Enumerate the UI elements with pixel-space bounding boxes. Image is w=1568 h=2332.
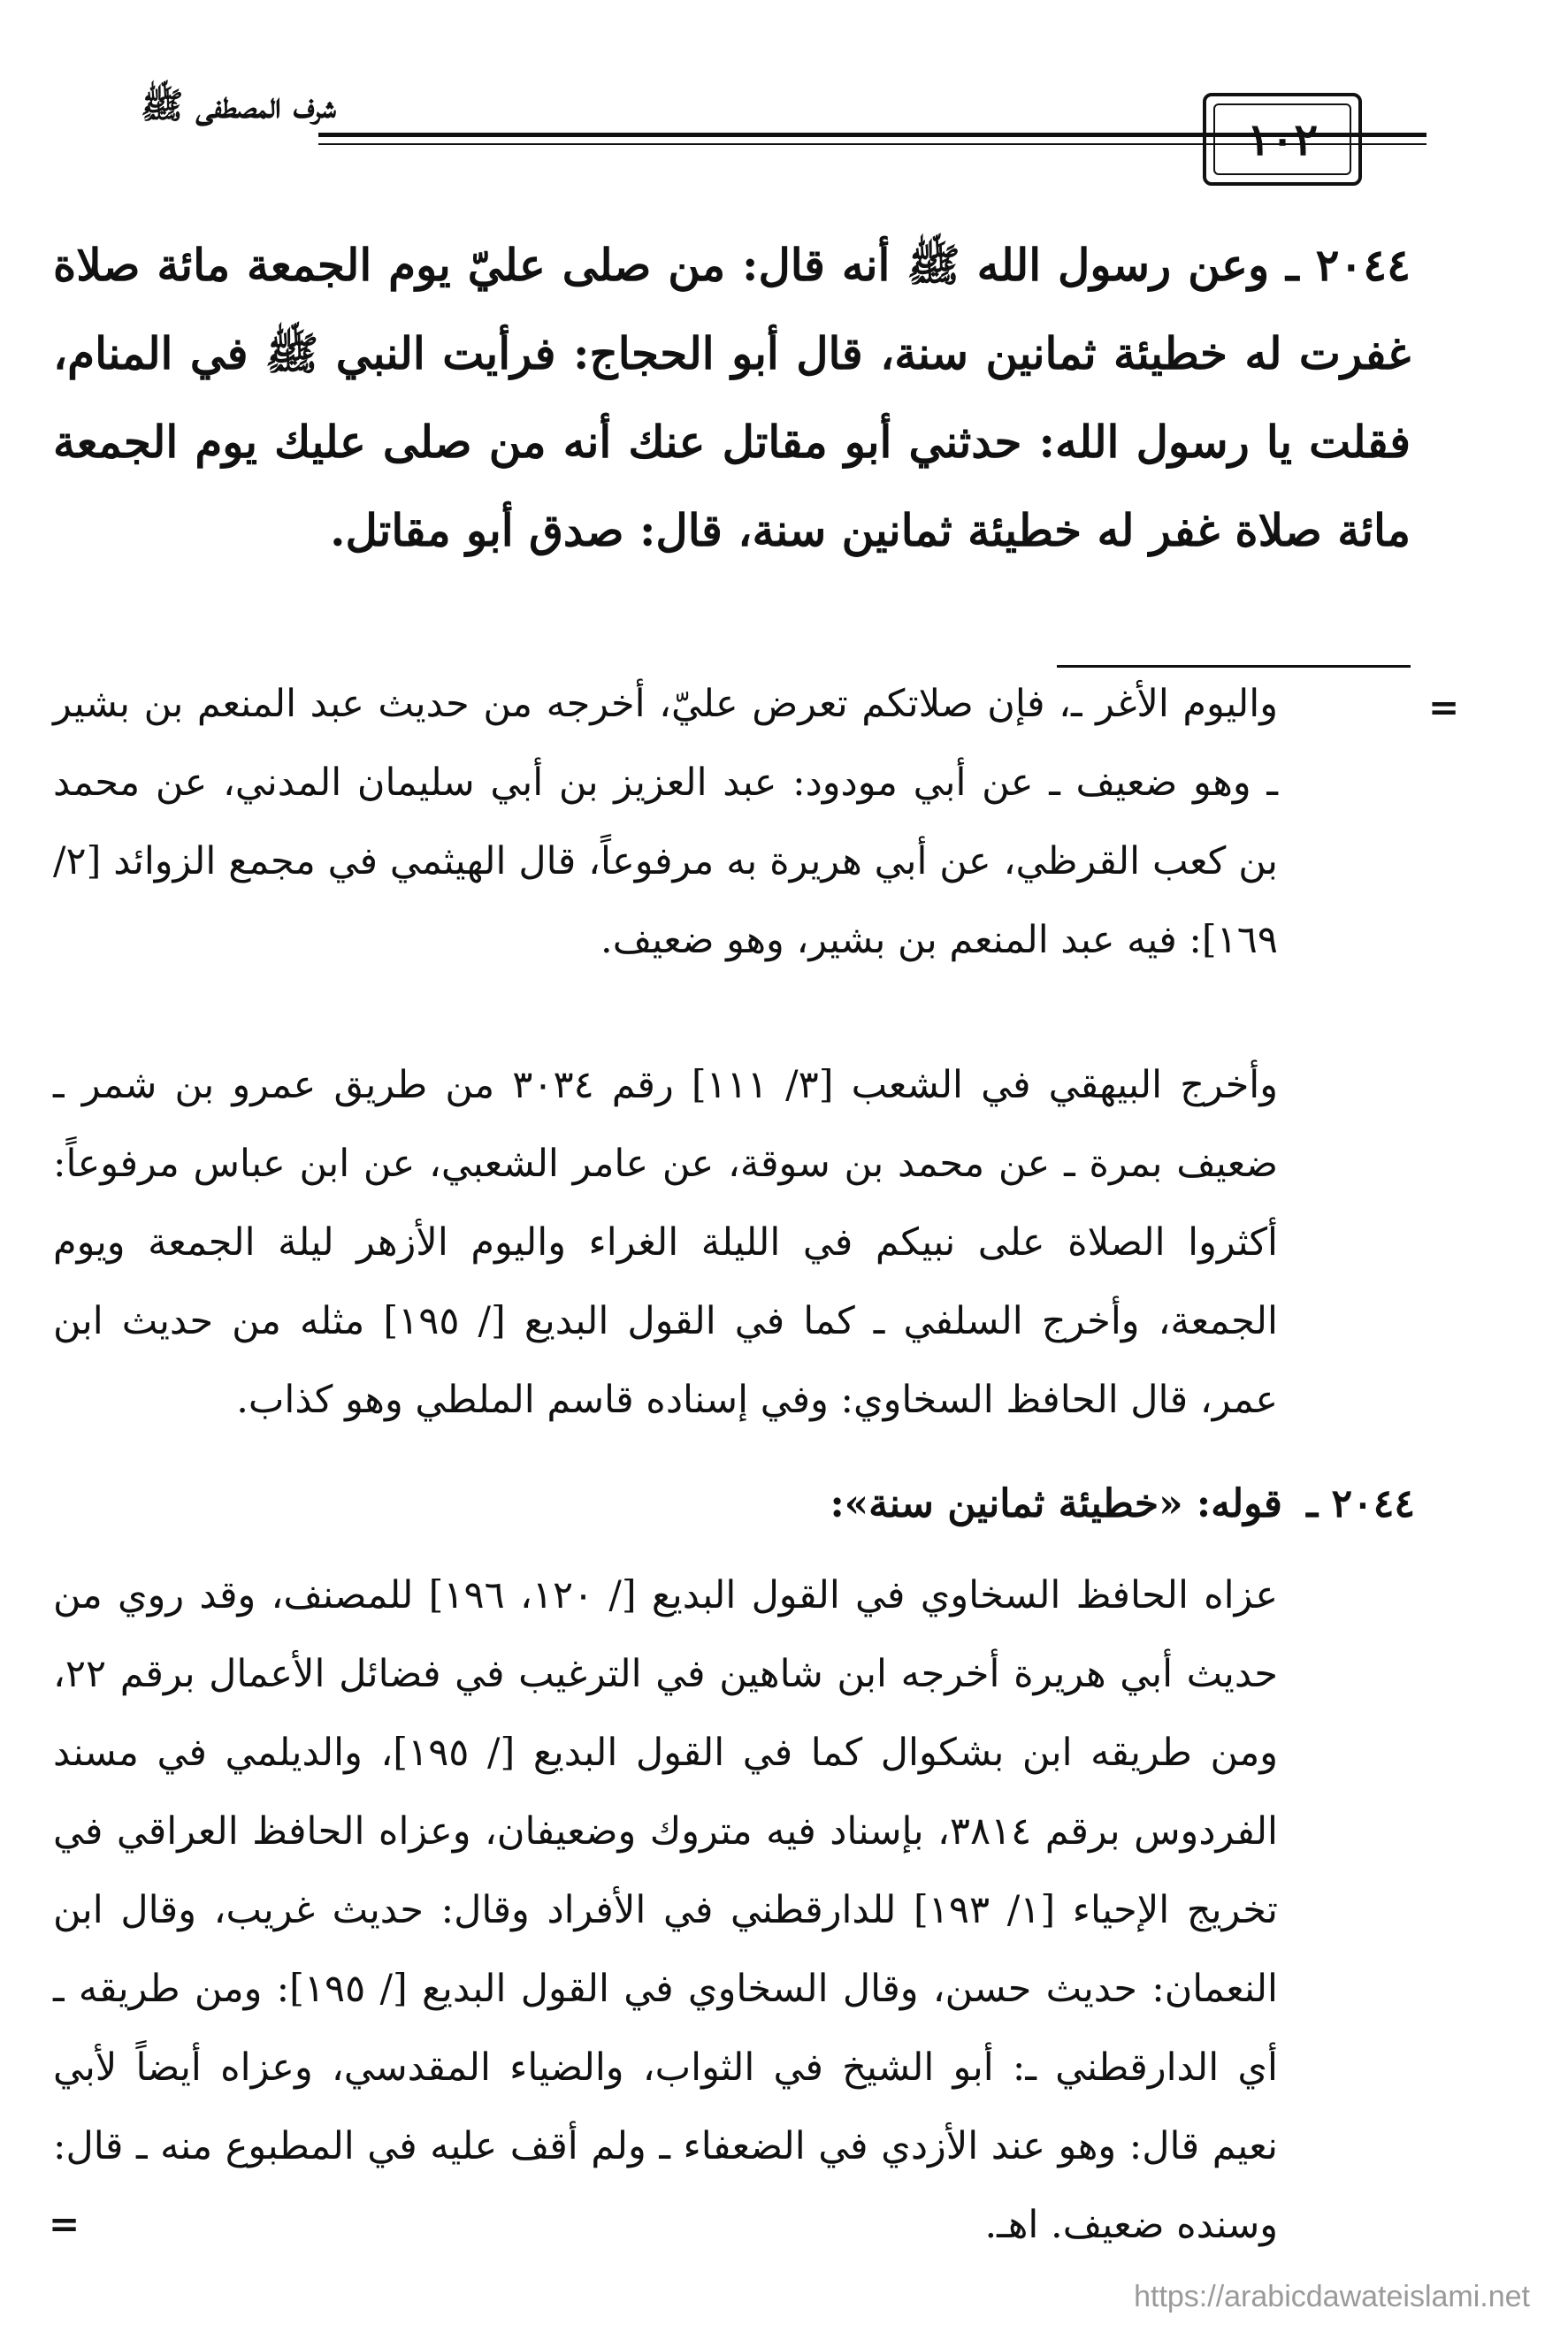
running-title: شرف المصطفى ﷺ: [141, 85, 336, 126]
header-rule-right-thin: [1362, 143, 1426, 145]
page-number-frame: [1203, 93, 1362, 186]
footnote-heading-number: ٢٠٤٤ ـ: [1306, 1481, 1415, 1526]
footnote-paragraph-1: واليوم الأغر ـ، فإن صلاتكم تعرض عليّ، أخرجه من حديث عبد المنعم بن بشير ـ وهو ضعيف ـ عن أبي مودود: عبد العزيز بن أبي سليمان المدني، عن محمد بن كعب القرظي، عن أبي هريرة به مرفوعاً، قال الهيثمي في مجمع الزوائد [٢/ ١٦٩]: فيه عبد المنعم بن بشير، وهو ضعيف.: [53, 682, 1278, 962]
page-number: ١٠٢: [1213, 103, 1351, 175]
footnote-heading-text: قوله: «خطيئة ثمانين سنة»:: [830, 1481, 1282, 1526]
footnote-continuation-marker-bottom: =: [49, 2202, 80, 2245]
footnote-continuation-marker: =: [1428, 685, 1460, 729]
watermark-url: https://arabicdawateislami.net: [1134, 2280, 1530, 2313]
header-rule-right-thick: [1362, 133, 1426, 137]
footnote-heading: [761, 1481, 1415, 1526]
footnote-paragraph-2: وأخرج البيهقي في الشعب [٣/ ١١١] رقم ٣٠٣٤ من طريق عمرو بن شمر ـ ضعيف بمرة ـ عن محمد بن سوقة، عن عامر الشعبي، عن ابن عباس مرفوعاً: أكثروا الصلاة على نبيكم في الليلة الغراء واليوم الأزهر ليلة الجمعة ويوم الجمعة، وأخرج السلفي ـ كما في القول البديع [/ ١٩٥] مثله من حديث ابن عمر، قال الحافظ السخاوي: وفي إسناده قاسم الملطي وهو كذاب.: [53, 1063, 1278, 1422]
main-hadith-text: ٢٠٤٤ ـ وعن رسول الله ﷺ أنه قال: من صلى عليّ يوم الجمعة مائة صلاة غفرت له خطيئة ثمانين سنة، قال أبو الحجاج: فرأيت النبي ﷺ في المنام، فقلت يا رسول الله: حدثني أبو مقاتل عنك أنه من صلى عليك يوم الجمعة مائة صلاة غفر له خطيئة ثمانين سنة، قال: صدق أبو مقاتل.: [53, 239, 1411, 556]
footnote-paragraph-3: عزاه الحافظ السخاوي في القول البديع [/ ١٢٠، ١٩٦] للمصنف، وقد روي من حديث أبي هريرة أخرجه ابن شاهين في الترغيب في فضائل الأعمال برقم ٢٢، ومن طريقه ابن بشكوال كما في القول البديع [/ ١٩٥]، والديلمي في مسند الفردوس برقم ٣٨١٤، بإسناد فيه متروك وضعيفان، وعزاه الحافظ العراقي في تخريج الإحياء [١/ ١٩٣] للدارقطني في الأفراد وقال: حديث غريب، وقال ابن النعمان: حديث حسن، وقال السخاوي في القول البديع [/ ١٩٥]: ومن طريقه ـ أي الدارقطني ـ: أبو الشيخ في الثواب، والضياء المقدسي، وعزاه أيضاً لأبي نعيم قال: وهو عند الأزدي في الضعفاء ـ ولم أقف عليه في المطبوع منه ـ قال: وسنده ضعيف. اهـ.: [53, 1573, 1279, 2247]
